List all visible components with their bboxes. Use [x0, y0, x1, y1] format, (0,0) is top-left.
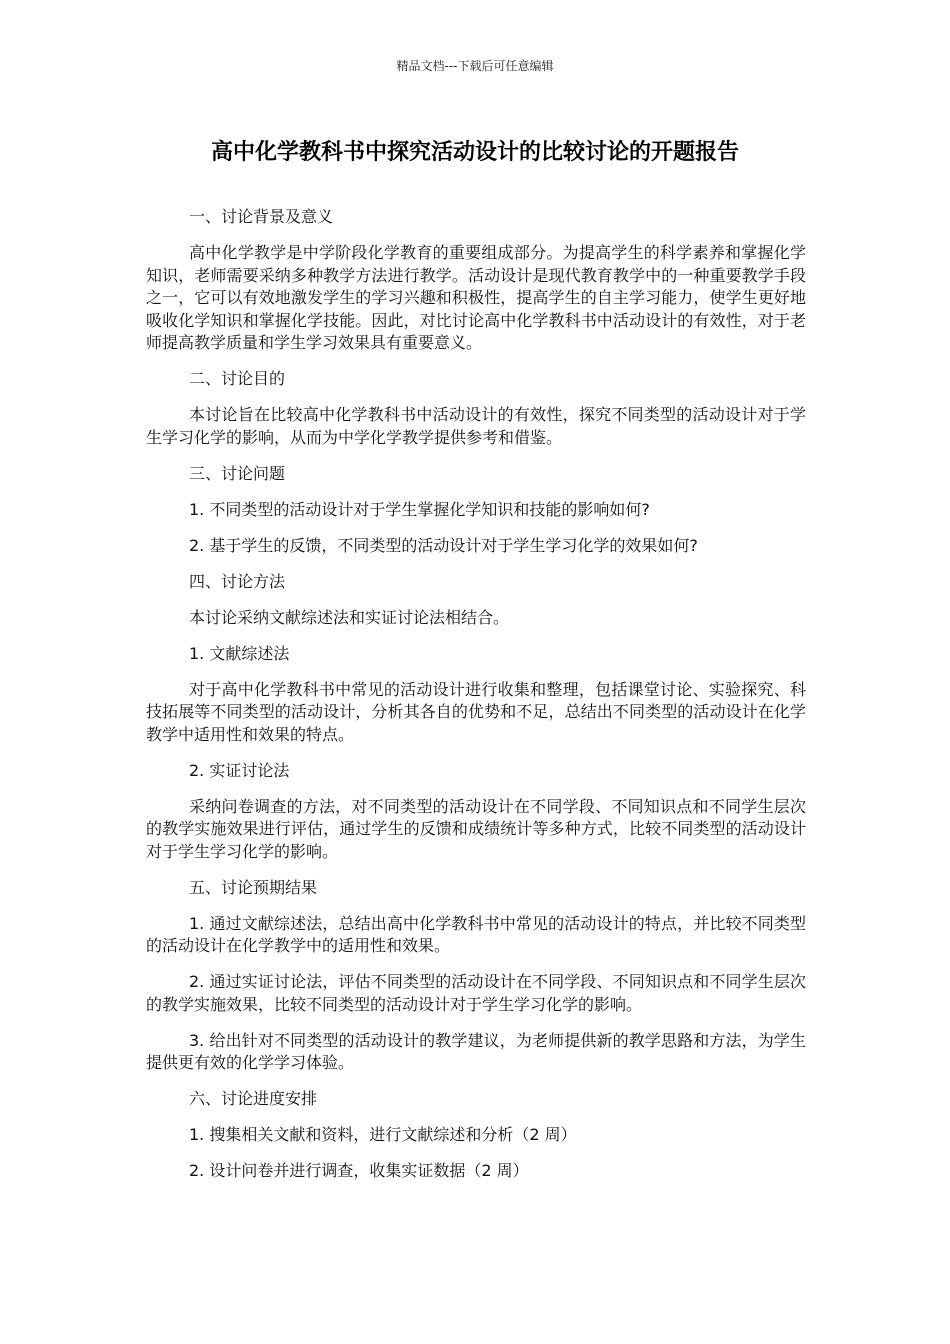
- paragraph: 高中化学教学是中学阶段化学教育的重要组成部分。为提高学生的科学素养和掌握化学知识，老师需要采纳多种教学方法进行教学。活动设计是现代教育教学中的一种重要教学手段之一，它可以有效地激发学生的学习兴趣和积极性，提高学生的自主学习能力，使学生更好地吸收化学知识和掌握化学技能。因此，对比讨论高中化学教科书中活动设计的有效性，对于老师提高教学质量和学生学习效果具有重要意义。: [146, 243, 806, 352]
- list-item: 1. 通过文献综述法，总结出高中化学教科书中常见的活动设计的特点，并比较不同类型的活动设计在化学教学中的适用性和效果。: [146, 913, 806, 955]
- list-item: 1. 不同类型的活动设计对于学生掌握化学知识和技能的影响如何?: [189, 499, 650, 519]
- page-header: 精品文档---下载后可任意编辑: [396, 59, 554, 73]
- section-heading: 二、讨论目的: [189, 369, 286, 388]
- paragraph: 本讨论旨在比较高中化学教科书中活动设计的有效性，探究不同类型的活动设计对于学生学习化学的影响，从而为中学化学教学提供参考和借鉴。: [146, 405, 806, 447]
- section-heading: 五、讨论预期结果: [189, 877, 318, 897]
- list-item: 2. 设计问卷并进行调查，收集实证数据（2 周）: [189, 1161, 529, 1180]
- list-item: 1. 搜集相关文献和资料，进行文献综述和分析（2 周）: [189, 1125, 577, 1144]
- list-item: 2. 基于学生的反馈，不同类型的活动设计对于学生学习化学的效果如何?: [189, 535, 698, 555]
- sub-heading: 2. 实证讨论法: [189, 760, 290, 780]
- document-title: 高中化学教科书中探究活动设计的比较讨论的开题报告: [210, 140, 739, 165]
- list-item: 2. 通过实证讨论法，评估不同类型的活动设计在不同学段、不同知识点和不同学生层次的教学实施效果，比较不同类型的活动设计对于学生学习化学的影响。: [146, 972, 806, 1014]
- paragraph: 采纳问卷调查的方法，对不同类型的活动设计在不同学段、不同知识点和不同学生层次的教学实施效果进行评估，通过学生的反馈和成绩统计等多种方式，比较不同类型的活动设计对于学生学习化学的影响。: [146, 796, 806, 861]
- section-heading: 一、讨论背景及意义: [189, 207, 334, 226]
- section-heading: 四、讨论方法: [189, 571, 286, 591]
- section-heading: 三、讨论问题: [189, 463, 286, 483]
- list-item: 3. 给出针对不同类型的活动设计的教学建议，为老师提供新的教学思路和方法，为学生提供更有效的化学学习体验。: [146, 1030, 806, 1072]
- section-heading: 六、讨论进度安排: [189, 1089, 318, 1108]
- sub-heading: 1. 文献综述法: [189, 643, 290, 663]
- paragraph: 对于高中化学教科书中常见的活动设计进行收集和整理，包括课堂讨论、实验探究、科技拓展等不同类型的活动设计，分析其各自的优势和不足，总结出不同类型的活动设计在化学教学中适用性和效果的特点。: [146, 679, 806, 744]
- document-body: [146, 206, 806, 1196]
- paragraph: 本讨论采纳文献综述法和实证讨论法相结合。: [189, 607, 510, 627]
